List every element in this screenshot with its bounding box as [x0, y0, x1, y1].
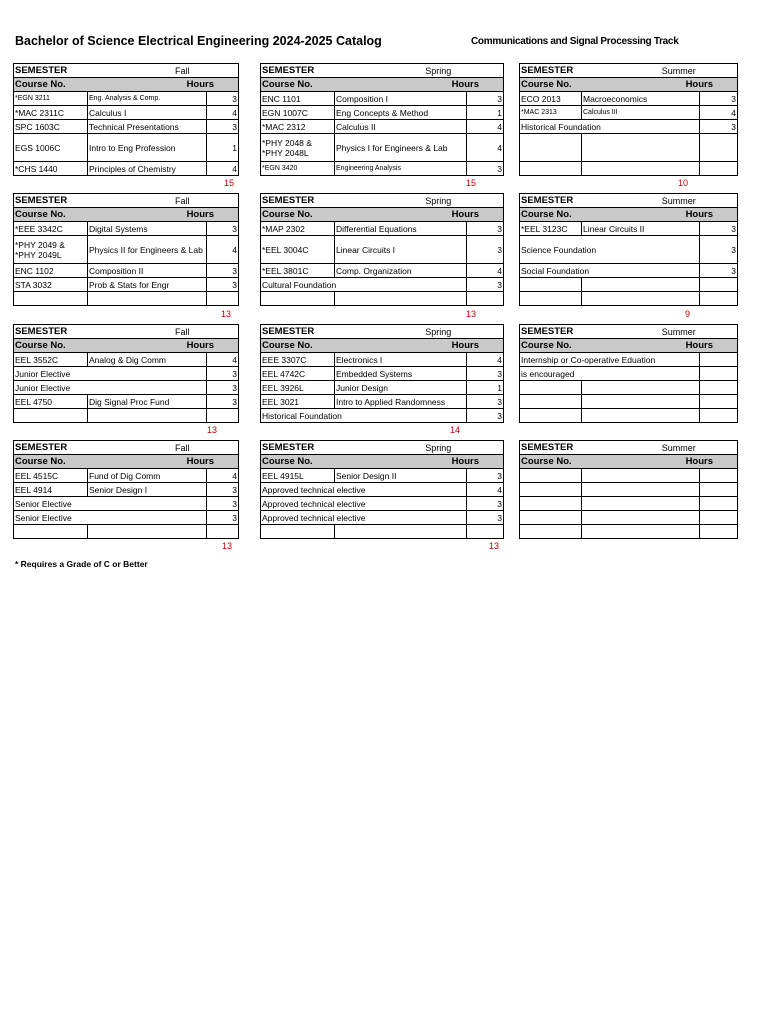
semester-table-y1-spring	[260, 63, 504, 176]
course-row	[261, 222, 504, 236]
course-title	[582, 395, 700, 409]
semester-label: SEMESTER	[520, 194, 582, 208]
course-no-header: Course No.	[261, 78, 335, 92]
course-row	[520, 353, 738, 367]
course-title: Macroeconomics	[582, 92, 700, 106]
course-hours	[700, 525, 738, 539]
page-title: Bachelor of Science Electrical Engineering 2024-2025 Catalog	[15, 34, 382, 48]
course-row	[14, 395, 239, 409]
course-number: *EEE 3342C	[14, 222, 88, 236]
semester-total-hours: 13	[220, 309, 231, 319]
semester-label: SEMESTER	[14, 194, 88, 208]
course-number: ECO 2013	[520, 92, 582, 106]
course-row	[14, 236, 239, 264]
semester-term: Summer	[582, 194, 738, 208]
course-hours: 4	[207, 106, 239, 120]
course-no-header: Course No.	[14, 78, 88, 92]
course-title: Prob & Stats for Engr	[88, 278, 207, 292]
course-number	[261, 525, 335, 539]
course-row	[520, 106, 738, 120]
semester-total-hours: 13	[465, 309, 476, 319]
semester-total-hours: 13	[206, 425, 217, 435]
course-hours: 4	[467, 264, 504, 278]
course-number: EEL 4914	[14, 483, 88, 497]
course-number	[261, 292, 335, 306]
course-row	[520, 367, 738, 381]
course-row	[520, 92, 738, 106]
course-number	[520, 497, 582, 511]
course-number: *EEL 3004C	[261, 236, 335, 264]
course-hours	[700, 292, 738, 306]
semester-term: Fall	[88, 64, 239, 78]
hours-header: Hours	[88, 208, 239, 222]
course-number: ENC 1101	[261, 92, 335, 106]
course-number: EEE 3307C	[261, 353, 335, 367]
hours-header: Hours	[88, 339, 239, 353]
course-hours	[700, 367, 738, 381]
semester-total-hours: 13	[488, 541, 499, 551]
course-title: Electronics I	[335, 353, 467, 367]
course-title: Calculus II	[335, 120, 467, 134]
course-number: EEL 4915L	[261, 469, 335, 483]
course-hours: 3	[207, 120, 239, 134]
course-row	[261, 511, 504, 525]
course-number: Junior Elective	[14, 367, 207, 381]
course-hours: 4	[467, 483, 504, 497]
course-number: Senior Elective	[14, 497, 207, 511]
course-number	[520, 292, 582, 306]
semester-table-y3-fall	[13, 324, 239, 423]
course-hours	[700, 395, 738, 409]
hours-header: Hours	[88, 455, 239, 469]
course-number: Historical Foundation	[520, 120, 700, 134]
course-number	[520, 381, 582, 395]
course-row	[520, 134, 738, 162]
course-title: Senior Design I	[88, 483, 207, 497]
course-hours: 3	[467, 395, 504, 409]
course-row	[261, 381, 504, 395]
course-title: Eng. Analysis & Comp.	[88, 92, 207, 106]
course-title	[582, 381, 700, 395]
course-number: Approved technical elective	[261, 511, 467, 525]
course-row	[520, 162, 738, 176]
course-hours: 1	[207, 134, 239, 162]
semester-term: Summer	[582, 325, 738, 339]
semester-term: Spring	[335, 441, 504, 455]
course-hours	[700, 409, 738, 423]
hours-header: Hours	[335, 455, 504, 469]
course-hours: 3	[467, 497, 504, 511]
course-row	[14, 278, 239, 292]
course-hours: 4	[207, 236, 239, 264]
course-hours: 3	[467, 511, 504, 525]
course-hours: 3	[467, 162, 504, 176]
course-hours	[700, 278, 738, 292]
course-row	[261, 483, 504, 497]
course-row	[14, 134, 239, 162]
course-number: EGN 1007C	[261, 106, 335, 120]
semester-table-y3-spring	[260, 324, 504, 423]
course-number: *MAP 2302	[261, 222, 335, 236]
course-no-header: Course No.	[14, 455, 88, 469]
course-number: *EEL 3123C	[520, 222, 582, 236]
course-number: Historical Foundation	[261, 409, 467, 423]
course-number: ENC 1102	[14, 264, 88, 278]
hours-header: Hours	[335, 339, 504, 353]
course-row	[520, 292, 738, 306]
semester-total-hours: 9	[684, 309, 690, 319]
course-number: Science Foundation	[520, 236, 700, 264]
course-title: Comp. Organization	[335, 264, 467, 278]
course-row	[14, 106, 239, 120]
hours-header: Hours	[582, 455, 738, 469]
course-hours	[700, 497, 738, 511]
hours-header: Hours	[582, 208, 738, 222]
course-number: *EGN 3211	[14, 92, 88, 106]
semester-table-y2-spring	[260, 193, 504, 306]
course-title	[88, 292, 207, 306]
semester-table-y4-fall	[13, 440, 239, 539]
course-row	[261, 162, 504, 176]
course-number	[520, 483, 582, 497]
course-title: Linear Circuits I	[335, 236, 467, 264]
course-no-header: Course No.	[261, 208, 335, 222]
course-number: Internship or Co-operative Eduation	[520, 353, 700, 367]
semester-label: SEMESTER	[261, 64, 335, 78]
course-hours	[700, 134, 738, 162]
semester-table-y4-spring	[260, 440, 504, 539]
course-number	[520, 395, 582, 409]
semester-term: Summer	[582, 64, 738, 78]
course-title: Intro to Eng Profession	[88, 134, 207, 162]
course-row	[14, 222, 239, 236]
footnote: * Requires a Grade of C or Better	[15, 559, 148, 569]
course-row	[520, 381, 738, 395]
semester-label: SEMESTER	[261, 325, 335, 339]
course-hours	[207, 525, 239, 539]
course-hours: 3	[467, 236, 504, 264]
course-hours: 3	[207, 92, 239, 106]
course-title	[582, 469, 700, 483]
semester-total-hours: 15	[223, 178, 234, 188]
course-row	[520, 120, 738, 134]
course-title: Physics II for Engineers & Lab	[88, 236, 207, 264]
semester-term: Fall	[88, 194, 239, 208]
course-hours: 1	[467, 381, 504, 395]
course-title	[88, 409, 207, 423]
course-row	[14, 120, 239, 134]
course-title	[582, 134, 700, 162]
course-row	[14, 483, 239, 497]
course-hours: 3	[467, 222, 504, 236]
course-number: EGS 1006C	[14, 134, 88, 162]
course-hours	[700, 381, 738, 395]
course-row	[261, 525, 504, 539]
course-number: *PHY 2048 & *PHY 2048L	[261, 134, 335, 162]
semester-label: SEMESTER	[14, 441, 88, 455]
course-number	[520, 469, 582, 483]
semester-table-y1-summer	[519, 63, 738, 176]
course-hours	[207, 292, 239, 306]
course-hours	[467, 525, 504, 539]
course-number: Social Foundation	[520, 264, 700, 278]
hours-header: Hours	[582, 339, 738, 353]
semester-table-y3-summer	[519, 324, 738, 423]
course-title: Senior Design II	[335, 469, 467, 483]
course-number: Approved technical elective	[261, 483, 467, 497]
course-number: EEL 4742C	[261, 367, 335, 381]
semester-total-hours: 10	[677, 178, 688, 188]
course-hours: 3	[467, 469, 504, 483]
course-row	[261, 395, 504, 409]
course-title	[582, 483, 700, 497]
course-title: Technical Presentations	[88, 120, 207, 134]
course-row	[261, 469, 504, 483]
course-title: Digital Systems	[88, 222, 207, 236]
course-no-header: Course No.	[520, 208, 582, 222]
course-row	[261, 92, 504, 106]
course-title: Calculus III	[582, 106, 700, 120]
course-hours: 4	[700, 106, 738, 120]
course-hours	[700, 483, 738, 497]
course-title: Differential Equations	[335, 222, 467, 236]
course-hours: 3	[700, 92, 738, 106]
course-row	[261, 497, 504, 511]
course-row	[261, 120, 504, 134]
course-number: *EEL 3801C	[261, 264, 335, 278]
course-row	[520, 236, 738, 264]
course-row	[520, 469, 738, 483]
hours-header: Hours	[335, 208, 504, 222]
course-row	[14, 92, 239, 106]
track-title: Communications and Signal Processing Track	[471, 36, 679, 47]
course-title: Linear Circuits II	[582, 222, 700, 236]
semester-table-y2-summer	[519, 193, 738, 306]
course-no-header: Course No.	[14, 208, 88, 222]
course-number: EEL 3552C	[14, 353, 88, 367]
course-row	[14, 353, 239, 367]
semester-term: Spring	[335, 64, 504, 78]
course-number	[520, 278, 582, 292]
course-row	[14, 469, 239, 483]
course-row	[520, 264, 738, 278]
semester-table-y1-fall	[13, 63, 239, 176]
course-hours: 3	[207, 381, 239, 395]
course-row	[520, 222, 738, 236]
course-title: Composition I	[335, 92, 467, 106]
course-hours: 4	[467, 120, 504, 134]
course-no-header: Course No.	[261, 339, 335, 353]
hours-header: Hours	[335, 78, 504, 92]
course-no-header: Course No.	[14, 339, 88, 353]
course-row	[261, 264, 504, 278]
course-row	[261, 367, 504, 381]
semester-table-y4-summer	[519, 440, 738, 539]
course-row	[520, 511, 738, 525]
course-title	[582, 525, 700, 539]
course-number: *MAC 2313	[520, 106, 582, 120]
course-row	[520, 278, 738, 292]
course-number: Cultural Foundation	[261, 278, 467, 292]
course-hours: 4	[207, 162, 239, 176]
course-title	[582, 278, 700, 292]
course-hours	[700, 162, 738, 176]
course-number: Senior Elective	[14, 511, 207, 525]
course-no-header: Course No.	[261, 455, 335, 469]
course-no-header: Course No.	[520, 78, 582, 92]
course-number: Approved technical elective	[261, 497, 467, 511]
course-hours: 3	[207, 483, 239, 497]
semester-total-hours: 14	[449, 425, 460, 435]
course-number	[520, 511, 582, 525]
course-hours: 3	[700, 120, 738, 134]
course-number	[14, 525, 88, 539]
course-hours: 3	[207, 497, 239, 511]
course-hours: 3	[207, 511, 239, 525]
course-hours	[700, 511, 738, 525]
semester-label: SEMESTER	[14, 64, 88, 78]
course-hours	[700, 469, 738, 483]
course-hours: 3	[467, 367, 504, 381]
course-number: *CHS 1440	[14, 162, 88, 176]
semester-label: SEMESTER	[520, 441, 582, 455]
course-row	[14, 367, 239, 381]
hours-header: Hours	[88, 78, 239, 92]
course-number	[14, 409, 88, 423]
course-title: Calculus I	[88, 106, 207, 120]
course-row	[14, 162, 239, 176]
course-row	[261, 353, 504, 367]
course-number: Junior Elective	[14, 381, 207, 395]
course-hours: 4	[207, 353, 239, 367]
course-row	[261, 292, 504, 306]
course-hours: 3	[700, 222, 738, 236]
semester-term: Fall	[88, 441, 239, 455]
course-row	[261, 278, 504, 292]
course-hours: 3	[207, 395, 239, 409]
course-title: Embedded Systems	[335, 367, 467, 381]
course-hours	[467, 292, 504, 306]
course-title	[582, 292, 700, 306]
course-row	[520, 395, 738, 409]
course-row	[14, 525, 239, 539]
course-title	[582, 162, 700, 176]
course-row	[14, 409, 239, 423]
course-hours: 4	[207, 469, 239, 483]
course-hours: 1	[467, 106, 504, 120]
course-hours: 3	[467, 92, 504, 106]
semester-total-hours: 13	[221, 541, 232, 551]
course-number	[520, 525, 582, 539]
course-row	[261, 236, 504, 264]
course-title: Junior Design	[335, 381, 467, 395]
course-row	[520, 525, 738, 539]
semester-term: Summer	[582, 441, 738, 455]
course-number: STA 3032	[14, 278, 88, 292]
course-row	[261, 409, 504, 423]
course-title	[582, 409, 700, 423]
course-number	[520, 162, 582, 176]
course-row	[520, 497, 738, 511]
course-row	[14, 497, 239, 511]
course-title	[582, 511, 700, 525]
semester-total-hours: 15	[465, 178, 476, 188]
semester-label: SEMESTER	[261, 441, 335, 455]
semester-term: Spring	[335, 325, 504, 339]
semester-label: SEMESTER	[14, 325, 88, 339]
course-number: *EGN 3420	[261, 162, 335, 176]
course-hours	[700, 353, 738, 367]
course-hours: 3	[207, 222, 239, 236]
course-number	[520, 409, 582, 423]
semester-term: Spring	[335, 194, 504, 208]
course-hours: 3	[207, 278, 239, 292]
course-row	[14, 511, 239, 525]
course-title: Intro to Applied Randomness	[335, 395, 467, 409]
course-number: *MAC 2312	[261, 120, 335, 134]
course-title: Engineering Analysis	[335, 162, 467, 176]
semester-label: SEMESTER	[520, 325, 582, 339]
course-number: is encouraged	[520, 367, 700, 381]
semester-term: Fall	[88, 325, 239, 339]
semester-label: SEMESTER	[261, 194, 335, 208]
course-no-header: Course No.	[520, 455, 582, 469]
course-hours: 3	[207, 367, 239, 381]
course-row	[14, 381, 239, 395]
course-number: EEL 3926L	[261, 381, 335, 395]
course-number: EEL 4515C	[14, 469, 88, 483]
course-hours: 3	[467, 409, 504, 423]
course-hours: 4	[467, 353, 504, 367]
course-hours: 3	[700, 264, 738, 278]
course-title: Analog & Dig Comm	[88, 353, 207, 367]
course-title	[335, 525, 467, 539]
course-title: Principles of Chemistry	[88, 162, 207, 176]
course-number: EEL 4750	[14, 395, 88, 409]
course-row	[520, 483, 738, 497]
course-title: Composition II	[88, 264, 207, 278]
course-row	[520, 409, 738, 423]
course-hours: 3	[207, 264, 239, 278]
hours-header: Hours	[582, 78, 738, 92]
semester-table-y2-fall	[13, 193, 239, 306]
course-number: SPC 1603C	[14, 120, 88, 134]
course-no-header: Course No.	[520, 339, 582, 353]
course-number: *MAC 2311C	[14, 106, 88, 120]
course-title: Dig Signal Proc Fund	[88, 395, 207, 409]
course-title	[582, 497, 700, 511]
course-number: *PHY 2049 & *PHY 2049L	[14, 236, 88, 264]
course-title	[335, 292, 467, 306]
course-number: EEL 3021	[261, 395, 335, 409]
course-row	[261, 106, 504, 120]
course-title: Eng Concepts & Method	[335, 106, 467, 120]
course-title: Fund of Dig Comm	[88, 469, 207, 483]
course-number	[520, 134, 582, 162]
semester-label: SEMESTER	[520, 64, 582, 78]
course-title	[88, 525, 207, 539]
course-number	[14, 292, 88, 306]
course-hours: 4	[467, 134, 504, 162]
course-hours	[207, 409, 239, 423]
course-row	[14, 292, 239, 306]
course-row	[261, 134, 504, 162]
course-hours: 3	[700, 236, 738, 264]
course-title: Physics I for Engineers & Lab	[335, 134, 467, 162]
course-hours: 3	[467, 278, 504, 292]
course-row	[14, 264, 239, 278]
